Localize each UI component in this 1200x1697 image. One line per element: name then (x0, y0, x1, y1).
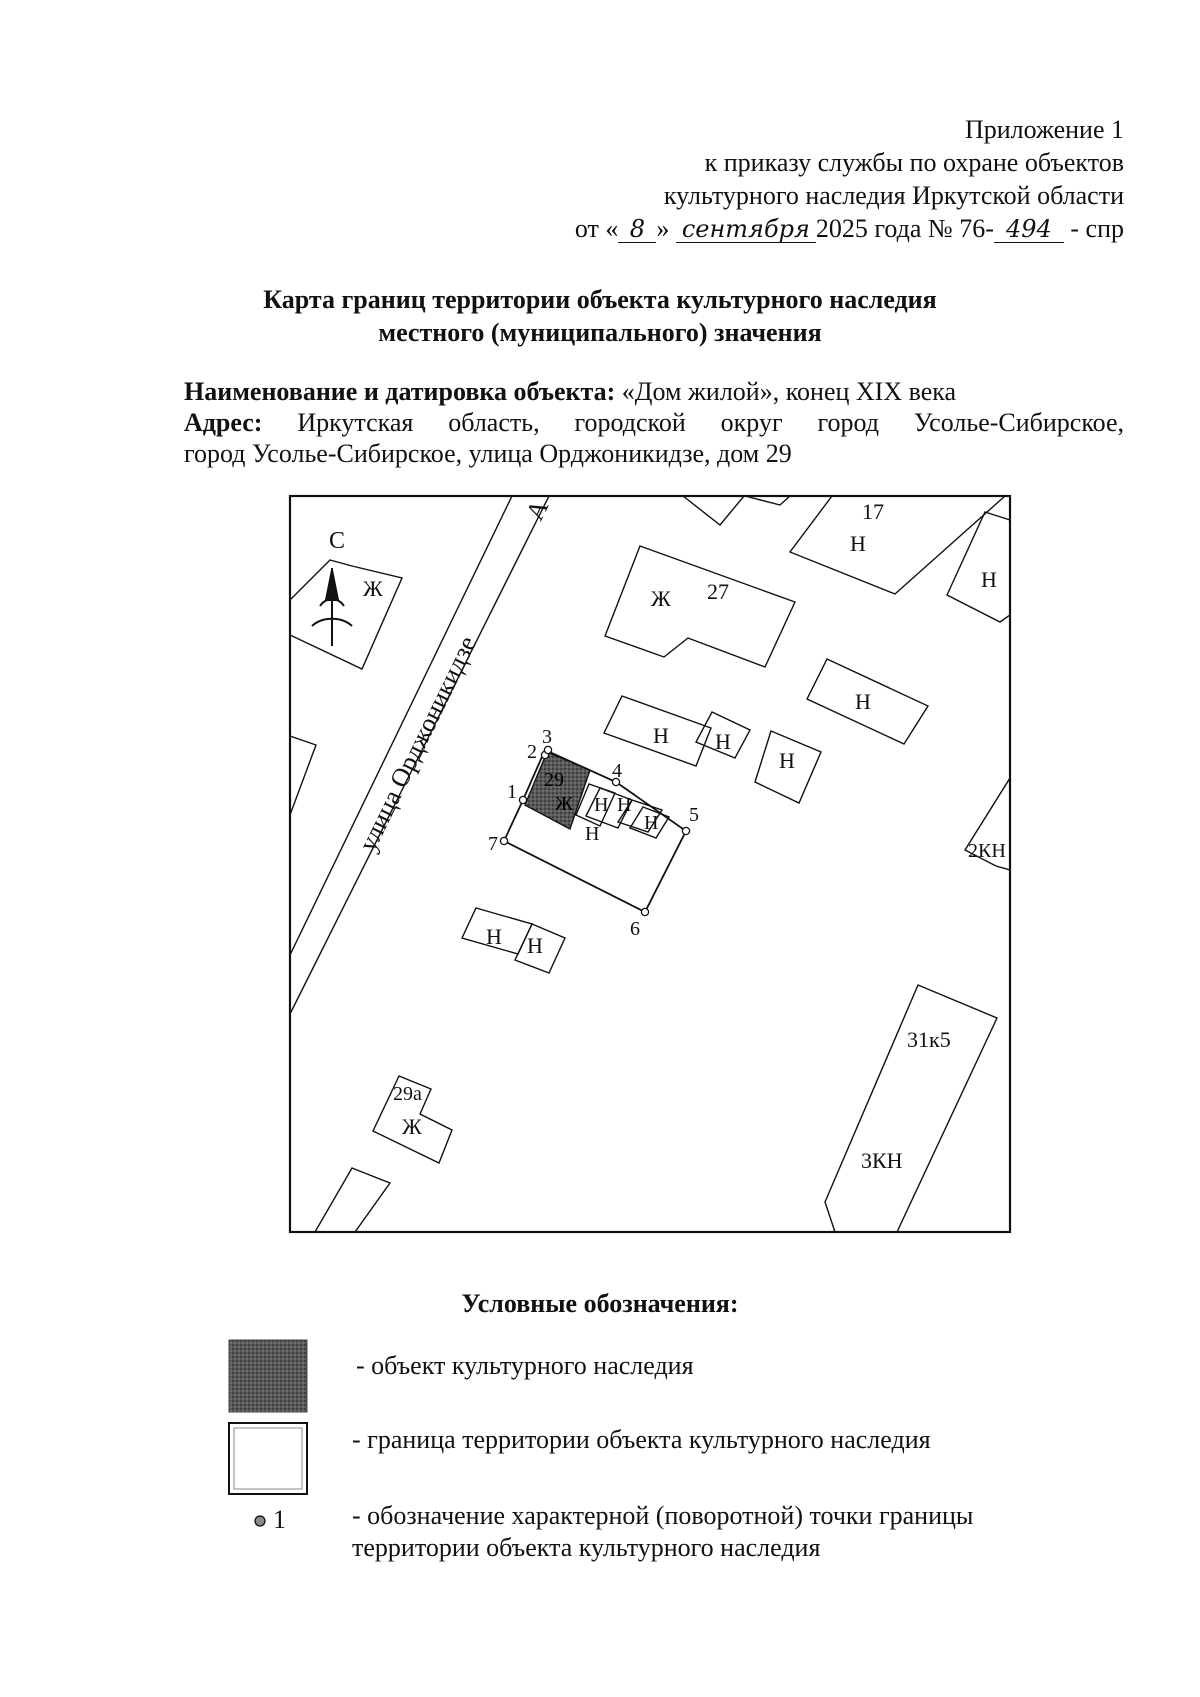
date-month: сентября (676, 216, 816, 243)
point-label-4: 4 (612, 760, 622, 782)
appendix-line1: Приложение 1 (964, 115, 1124, 144)
street-label: улица Орджоникидзе (353, 631, 483, 856)
label-2kn: 2КН (968, 840, 1006, 862)
point-1 (519, 796, 526, 803)
number-31k5: 31к5 (907, 1027, 951, 1052)
label-n-east: Н (855, 689, 871, 714)
point-5 (682, 827, 689, 834)
building-27 (605, 546, 795, 667)
point-label-5: 5 (689, 804, 699, 826)
number-17: 17 (862, 499, 884, 524)
building-w-partial (290, 736, 316, 815)
label-27: Ж (651, 586, 671, 611)
legend-title: Условные обозначения: (461, 1289, 739, 1318)
legend-boundary-text: - граница территории объекта культурного наследия (352, 1425, 931, 1454)
point-label-7: 7 (488, 833, 498, 855)
number-29: 29 (544, 769, 564, 791)
building-zh-nw (290, 560, 402, 669)
label-n-row3: Н (779, 748, 795, 773)
object-address-line2: город Усолье-Сибирское, улица Орджоникидзе, дом 29 (184, 439, 792, 468)
point-label-2: 2 (527, 741, 537, 763)
label-29-n1: Н (585, 823, 600, 845)
building-17 (790, 496, 1005, 594)
point-label-3: 3 (542, 726, 552, 748)
label-29: Ж (555, 793, 573, 815)
title-line1: Карта границ территории объекта культурного наследия (263, 285, 937, 314)
label-29-n3: Н (617, 794, 632, 816)
building-31k5 (825, 985, 997, 1232)
number-29a: 29а (393, 1083, 422, 1105)
title-line2: местного (муниципального) значения (378, 318, 822, 347)
label-n-row1: Н (653, 723, 669, 748)
legend-point-text-line2: территории объекта культурного наследия (352, 1533, 821, 1562)
north-label: С (329, 528, 346, 554)
date-day: 8 (618, 216, 656, 243)
road-letter: А (520, 495, 555, 525)
building-top-partial2 (745, 496, 790, 505)
map-frame (290, 496, 1010, 1232)
object-name-label: Наименование и датировка объекта: (184, 377, 616, 406)
date-year-text: 2025 года № 76- (815, 214, 994, 243)
point-6 (641, 908, 648, 915)
legend-point-text (352, 1500, 973, 1564)
point-label-6: 6 (630, 918, 640, 940)
label-sw-n2: Н (527, 933, 543, 958)
legend-point-icon (255, 1516, 265, 1526)
object-name-value: «Дом жилой», конец XIX века (621, 377, 957, 406)
legend-boundary-swatch (229, 1423, 307, 1494)
label-29a: Ж (402, 1114, 422, 1139)
legend-point-number: 1 (273, 1505, 286, 1534)
label-sw-n1: Н (486, 924, 502, 949)
building-ne (947, 512, 1010, 622)
number-27: 27 (707, 579, 729, 604)
object-address-label: Адрес: (184, 408, 263, 437)
label-17: Н (850, 531, 866, 556)
label-29-n2: Н (594, 794, 609, 816)
building-top-partial1 (683, 496, 744, 525)
point-7 (500, 837, 507, 844)
date-mid: » (656, 214, 670, 243)
label-ne: Н (981, 567, 997, 592)
label-n-row2: Н (715, 729, 731, 754)
point-label-1: 1 (507, 781, 517, 803)
legend-heritage-text: - объект культурного наследия (356, 1351, 694, 1380)
label-3kn: 3КН (861, 1148, 903, 1173)
legend-point-text-line1: - обозначение характерной (поворотной) точки границы (352, 1501, 974, 1530)
label-29-n4: Н (644, 812, 659, 834)
object-address-value1: Иркутская область, городской округ город Усолье-Сибирское, (297, 408, 1125, 437)
north-arrow-icon (312, 568, 352, 646)
date-prefix: от « (574, 214, 619, 243)
building-sw-bottom (315, 1168, 390, 1232)
label-zh-nw: Ж (363, 576, 383, 601)
appendix-line3: культурного наследия Иркутской области (663, 181, 1124, 210)
street-edge-west (290, 496, 512, 955)
appendix-line2: к приказу службы по охране объектов (704, 148, 1124, 177)
legend-heritage-swatch (229, 1340, 307, 1412)
order-suffix: - спр (1070, 214, 1124, 243)
order-number: 494 (994, 216, 1064, 243)
